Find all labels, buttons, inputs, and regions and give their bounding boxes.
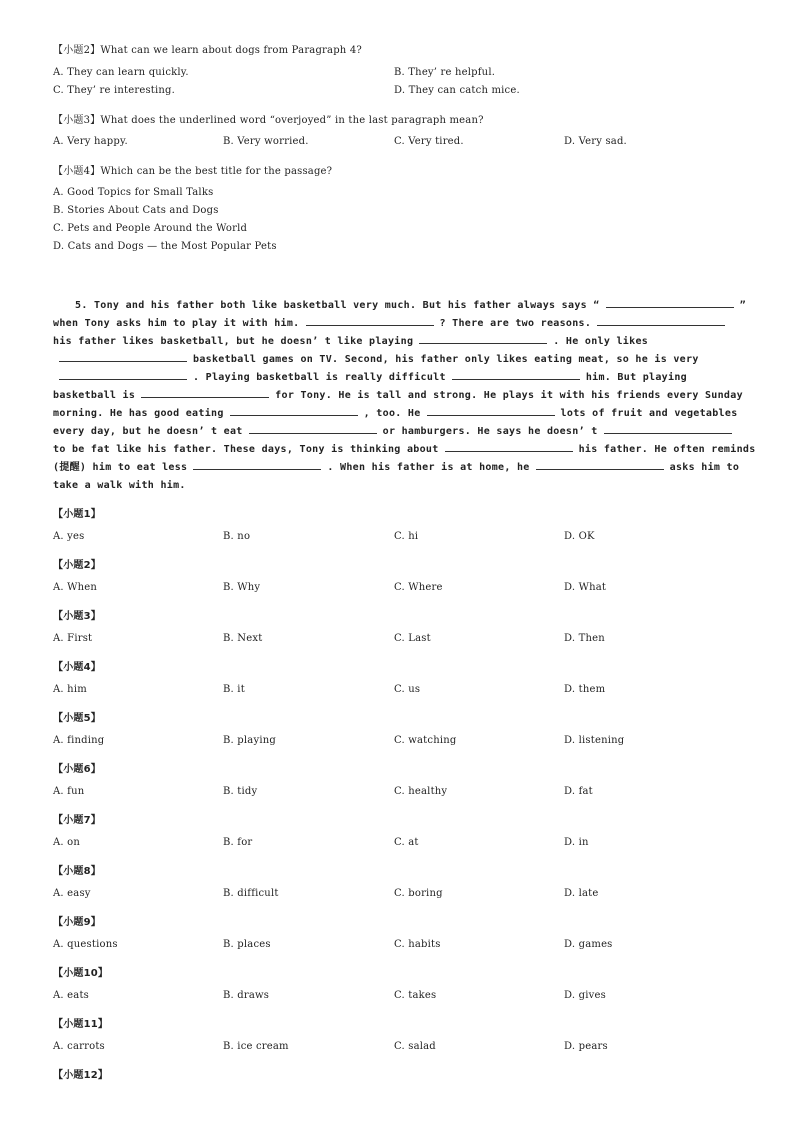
cloze-option[interactable]: B. places [223, 939, 271, 950]
passage-text: when Tony asks him to play it with him. [53, 318, 300, 329]
cloze-option[interactable]: B. Next [223, 633, 263, 644]
passage-text: basketball games on TV. Second, his father only likes eating meat, so he is very [193, 354, 699, 365]
cloze-question-label: 【小题7】 [53, 815, 101, 826]
answer-blank-3[interactable] [597, 315, 725, 326]
cloze-question-label: 【小题11】 [53, 1019, 109, 1030]
answer-blank-12[interactable] [604, 423, 732, 434]
question-3-option-a[interactable]: A. Very happy. [53, 136, 128, 147]
cloze-option[interactable]: A. carrots [53, 1041, 105, 1052]
passage-text: or hamburgers. He says he doesn’ t [382, 426, 598, 437]
passage-line [53, 477, 743, 495]
answer-blank-11[interactable] [249, 423, 377, 434]
passage-line [53, 459, 743, 477]
question-4-option-a[interactable]: A. Good Topics for Small Talks [53, 187, 214, 198]
cloze-option[interactable]: B. no [223, 531, 251, 542]
cloze-option[interactable]: D. them [564, 684, 606, 695]
answer-blank-2[interactable] [306, 315, 434, 326]
passage-text: ” [739, 300, 746, 311]
cloze-question-label: 【小题2】 [53, 560, 101, 571]
passage-text: . When his father is at home, he [327, 462, 530, 473]
cloze-option[interactable]: B. playing [223, 735, 276, 746]
answer-blank-7[interactable] [452, 369, 580, 380]
passage-line [53, 369, 743, 387]
cloze-option[interactable]: A. on [53, 837, 81, 848]
cloze-option[interactable]: D. What [564, 582, 607, 593]
question-2-option-a[interactable]: A. They can learn quickly. [53, 67, 189, 78]
cloze-option[interactable]: B. difficult [223, 888, 279, 899]
passage-text: for Tony. He is tall and strong. He plays it with his friends every Sunday [275, 390, 743, 401]
passage-text: ? There are two reasons. [439, 318, 592, 329]
cloze-option[interactable]: A. easy [53, 888, 91, 899]
answer-blank-13[interactable] [445, 441, 573, 452]
passage-line [53, 405, 743, 423]
passage-line [53, 441, 756, 459]
passage-text: lots of fruit and vegetables [560, 408, 738, 419]
cloze-option[interactable]: A. First [53, 633, 93, 644]
answer-blank-9[interactable] [230, 405, 358, 416]
cloze-question-label: 【小题9】 [53, 917, 101, 928]
cloze-option[interactable]: A. When [53, 582, 98, 593]
passage-text: morning. He has good eating [53, 408, 224, 419]
passage-text: (提醒) him to eat less [53, 462, 188, 473]
cloze-option[interactable]: D. games [564, 939, 613, 950]
passage-line [53, 297, 746, 315]
question-2-option-b[interactable]: B. They’ re helpful. [394, 67, 496, 78]
cloze-option[interactable]: C. takes [394, 990, 437, 1001]
passage-line [53, 387, 743, 405]
cloze-option[interactable]: C. boring [394, 888, 443, 899]
cloze-question-label: 【小题10】 [53, 968, 109, 979]
passage-line [53, 315, 743, 333]
passage-text: , too. He [363, 408, 421, 419]
cloze-option[interactable]: A. finding [53, 735, 105, 746]
passage-line [53, 351, 743, 369]
cloze-option[interactable]: C. watching [394, 735, 457, 746]
cloze-option[interactable]: D. in [564, 837, 589, 848]
cloze-option[interactable]: C. healthy [394, 786, 448, 797]
cloze-option[interactable]: A. questions [53, 939, 118, 950]
passage-text: every day, but he doesn’ t eat [53, 426, 243, 437]
question-3-title: 【小题3】What does the underlined word “overjoyed” in the last paragraph mean? [53, 115, 484, 126]
cloze-option[interactable]: C. hi [394, 531, 419, 542]
cloze-question-label: 【小题1】 [53, 509, 101, 520]
cloze-option[interactable]: D. late [564, 888, 599, 899]
cloze-option[interactable]: C. salad [394, 1041, 436, 1052]
cloze-option[interactable]: D. fat [564, 786, 593, 797]
question-4-title: 【小题4】Which can be the best title for the passage? [53, 166, 333, 177]
cloze-option[interactable]: D. pears [564, 1041, 608, 1052]
cloze-option[interactable]: C. habits [394, 939, 441, 950]
cloze-option[interactable]: A. him [53, 684, 87, 695]
cloze-option[interactable]: D. Then [564, 633, 605, 644]
passage-text: asks him to [669, 462, 740, 473]
cloze-option[interactable]: B. draws [223, 990, 270, 1001]
answer-blank-6[interactable] [59, 369, 187, 380]
cloze-question-label: 【小题6】 [53, 764, 101, 775]
question-2-title: 【小题2】What can we learn about dogs from Paragraph 4? [53, 45, 362, 56]
cloze-option[interactable]: A. eats [53, 990, 90, 1001]
passage-text: his father likes basketball, but he doesn’ t like playing [53, 336, 414, 347]
question-3-option-b[interactable]: B. Very worried. [223, 136, 309, 147]
answer-blank-1[interactable] [606, 297, 734, 308]
question-2-option-d[interactable]: D. They can catch mice. [394, 85, 520, 96]
passage-text: . Playing basketball is really difficult [193, 372, 446, 383]
cloze-option[interactable]: D. listening [564, 735, 625, 746]
question-3-option-c[interactable]: C. Very tired. [394, 136, 464, 147]
cloze-question-label: 【小题5】 [53, 713, 101, 724]
question-4-option-d[interactable]: D. Cats and Dogs — the Most Popular Pets [53, 241, 277, 252]
passage-line [53, 423, 743, 441]
cloze-question-label: 【小题3】 [53, 611, 101, 622]
cloze-option[interactable]: B. it [223, 684, 245, 695]
passage-text: take a walk with him. [53, 480, 186, 491]
answer-blank-10[interactable] [427, 405, 555, 416]
cloze-passage [53, 297, 756, 495]
cloze-option[interactable]: C. Last [394, 633, 431, 644]
question-2-option-c[interactable]: C. They’ re interesting. [53, 85, 176, 96]
cloze-option[interactable]: A. fun [53, 786, 85, 797]
cloze-option[interactable]: A. yes [53, 531, 85, 542]
answer-blank-4[interactable] [419, 333, 547, 344]
cloze-option[interactable]: C. us [394, 684, 421, 695]
answer-blank-14[interactable] [193, 459, 321, 470]
passage-line [53, 333, 743, 351]
passage-text: 5. Tony and his father both like basketball very much. But his father always says “ [75, 300, 600, 311]
cloze-option[interactable]: D. gives [564, 990, 606, 1001]
cloze-option[interactable]: C. Where [394, 582, 443, 593]
cloze-question-label: 【小题4】 [53, 662, 101, 673]
cloze-option[interactable]: B. tidy [223, 786, 258, 797]
passage-text: . He only likes [553, 336, 649, 347]
question-4-option-b[interactable]: B. Stories About Cats and Dogs [53, 205, 219, 216]
cloze-option[interactable]: B. Why [223, 582, 261, 593]
passage-text: him. But playing [585, 372, 687, 383]
question-4-option-c[interactable]: C. Pets and People Around the World [53, 223, 248, 234]
passage-text: to be fat like his father. These days, Tony is thinking about [53, 444, 439, 455]
answer-blank-15[interactable] [536, 459, 664, 470]
passage-text: his father. He often reminds [578, 444, 756, 455]
cloze-option[interactable]: B. ice cream [223, 1041, 289, 1052]
question-3-option-d[interactable]: D. Very sad. [564, 136, 627, 147]
cloze-question-label: 【小题12】 [53, 1070, 109, 1081]
answer-blank-8[interactable] [141, 387, 269, 398]
cloze-option[interactable]: C. at [394, 837, 419, 848]
cloze-option[interactable]: B. for [223, 837, 253, 848]
cloze-question-label: 【小题8】 [53, 866, 101, 877]
answer-blank-5[interactable] [59, 351, 187, 362]
cloze-option[interactable]: D. OK [564, 531, 595, 542]
passage-text: basketball is [53, 390, 136, 401]
